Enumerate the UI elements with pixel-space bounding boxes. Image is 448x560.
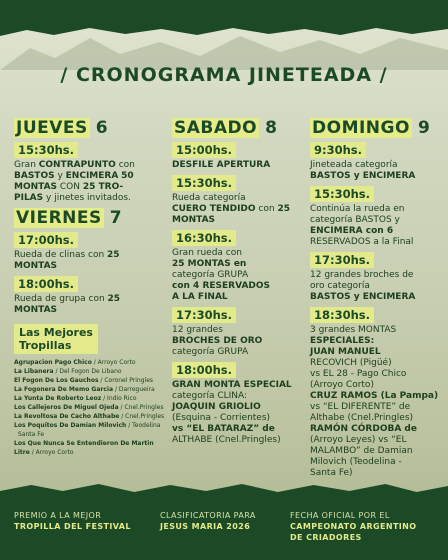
top-band — [0, 0, 448, 30]
tropillas-list — [14, 358, 165, 457]
tropillas-heading: Las Mejores Tropillas — [14, 324, 98, 354]
list-item: Los Callejeros De Miguel Ojeda / Cnel.Pringles — [14, 404, 164, 411]
list-item: La Libanera / Del Fogon De Libano — [14, 368, 122, 375]
time-badge: 15:30hs. — [14, 142, 78, 158]
time-badge: 15:30hs. — [172, 175, 236, 191]
page-title: / CRONOGRAMA JINETEADA / — [60, 64, 388, 86]
time-badge: 18:00hs. — [172, 362, 236, 378]
list-item: El Fogon De Los Gauchos / Coronel Pringles — [14, 377, 154, 384]
list-item: La Revoltosa De Cacho Althabe / Cnel.Pringles — [14, 413, 165, 420]
list-item: Los Que Nunca Se Entendieron De Martin — [14, 440, 154, 447]
day-heading-domingo: DOMINGO 9 — [312, 118, 431, 138]
day-heading-jueves: JUEVES 6 — [16, 118, 109, 138]
footer-clasificatoria: CLASIFICATORIA PARA JESUS MARIA 2026 — [160, 511, 256, 531]
event-desc: 3 grandes MONTAS ESPECIALES: JUAN MANUEL RECOVICH (Pigüé) vs EL 28 - Pago Chico (Arroyo Corto) CRUZ RAMOS (La Pampa) vs “EL DIFERENTE” de Althabe (Cnel.Pringles) RAMÓN CÓRDOBA de (Arroyo Leyes) vs “EL MALAMBO” de Damian Milovich (Teodelina - Santa Fe) — [310, 325, 439, 478]
list-item: Santa Fe — [18, 431, 45, 438]
time-badge: 15:00hs. — [172, 142, 236, 158]
time-badge: 17:30hs. — [172, 307, 236, 323]
footer-premio: PREMIO A LA MEJOR TROPILLA DEL FESTIVAL — [14, 511, 131, 531]
event-desc: Continúa la rueda en categoría BASTOS y ENCIMERA con 6 RESERVADOS a la Final — [310, 204, 414, 247]
time-badge: 18:30hs. — [310, 307, 374, 323]
event-desc: Gran CONTRAPUNTO con BASTOS y ENCIMERA 50 MONTAS CON 25 TRO-PILAS y jinetes invitados. — [14, 160, 135, 203]
column-sabado — [172, 118, 294, 446]
time-badge: 16:30hs. — [172, 230, 236, 246]
event-desc: 12 grandes BROCHES DE ORO categoría GRUPA — [172, 325, 263, 357]
day-heading-sabado: SABADO 8 — [174, 118, 278, 138]
time-badge: 18:00hs. — [14, 276, 78, 292]
column-jueves-viernes — [14, 118, 165, 457]
time-badge: 15:30hs. — [310, 186, 374, 202]
event-desc: Rueda de clinas con 25 MONTAS — [14, 250, 120, 271]
list-item: Litre / Arroyo Corto — [14, 449, 74, 456]
event-desc: GRAN MONTA ESPECIAL categoría CLINA: JOAQUIN GRIOLIO (Esquina - Corrientes) vs “EL BATARAZ” de ALTHABE (Cnel.Pringles) — [172, 380, 292, 445]
column-domingo — [310, 118, 440, 479]
list-item: Los Poquitos De Damian Milovich / Teodelina — [14, 422, 161, 429]
event-desc: Rueda de grupa con 25 MONTAS — [14, 294, 121, 315]
event-desc: DESFILE APERTURA — [172, 160, 271, 170]
time-badge: 17:00hs. — [14, 232, 78, 248]
list-item: La Fogonera De Memo Garcia / Darregueira — [14, 386, 155, 393]
list-item: Agrupacion Pago Chico / Arroyo Corto — [14, 359, 136, 366]
footer-fecha-oficial: FECHA OFICIAL POR EL CAMPEONATO ARGENTINO DE CRIADORES — [290, 511, 417, 542]
list-item: La Yunta De Roberto Leoz / Indio Rico — [14, 395, 137, 402]
time-badge: 9:30hs. — [310, 142, 366, 158]
event-desc: Jineteada categoría BASTOS y ENCIMERA — [310, 160, 416, 181]
event-desc: 12 grandes broches de oro categoría BASTOS y ENCIMERA — [310, 270, 416, 302]
time-badge: 17:30hs. — [310, 252, 374, 268]
event-desc: Rueda categoría CUERO TENDIDO con 25 MONTAS — [172, 193, 290, 225]
day-heading-viernes: VIERNES 7 — [16, 208, 123, 228]
event-desc: Gran rueda con 25 MONTAS en categoría GRUPA con 4 RESERVADOS A LA FINAL — [172, 248, 271, 302]
